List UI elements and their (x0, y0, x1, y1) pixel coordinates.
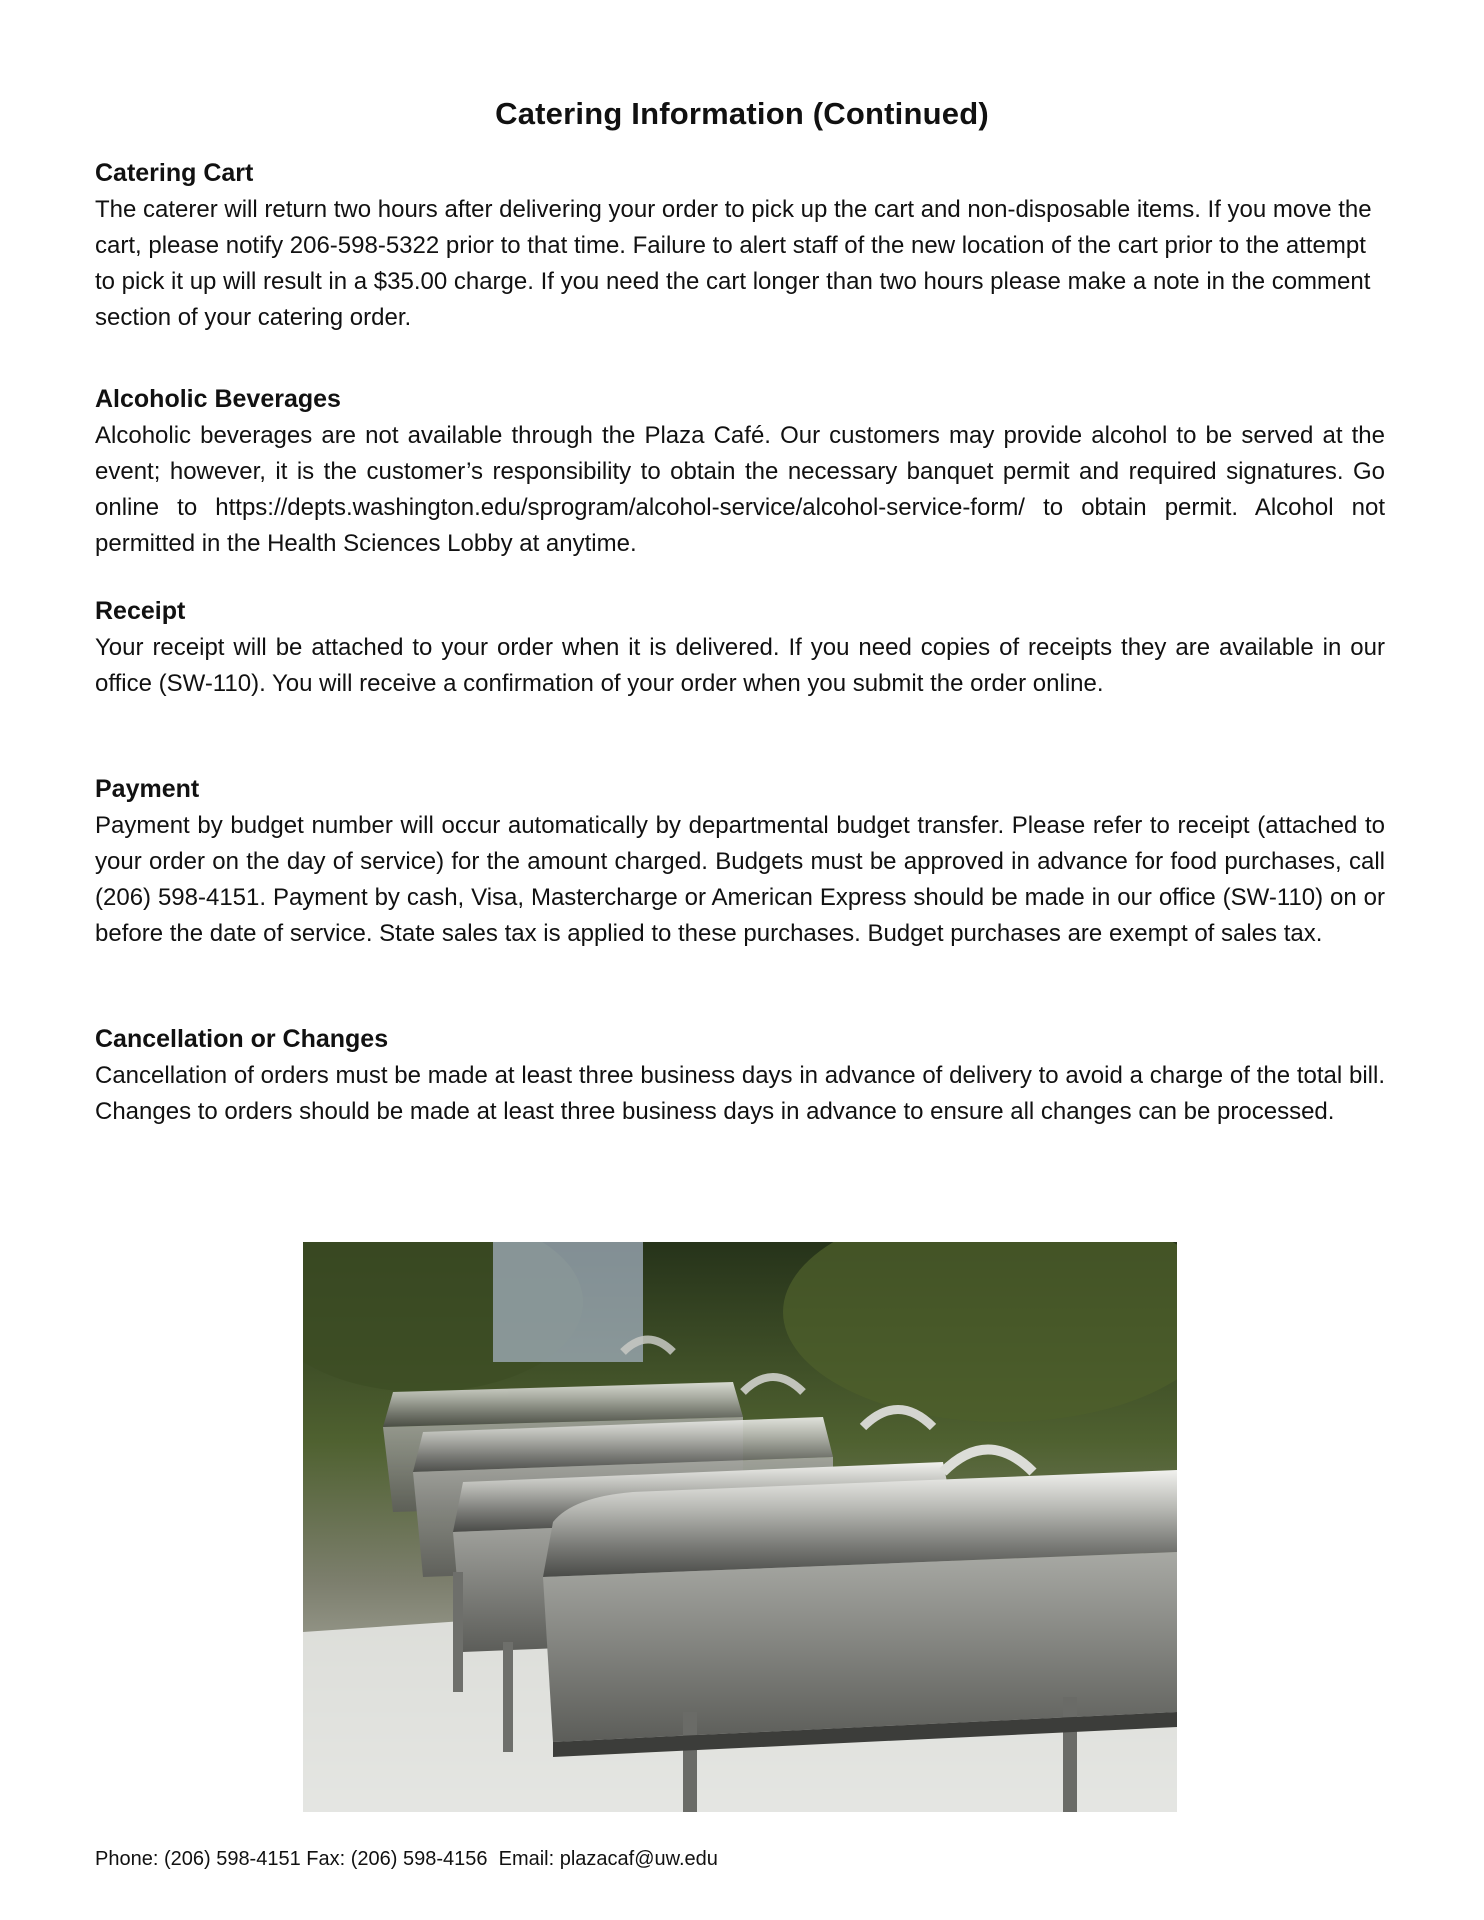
section-body-receipt: Your receipt will be attached to your order when it is delivered. If you need copies of receipts they are available in our office (SW-110). You will receive a confirmation of your order when you submit the order online. (95, 634, 1385, 697)
section-cancellation-changes (95, 1022, 1385, 1130)
chafing-dishes-illustration (303, 1242, 1177, 1812)
section-heading-receipt: Receipt (95, 597, 186, 625)
section-heading-catering-cart: Catering Cart (95, 159, 254, 187)
chafing-dishes-photo (303, 1242, 1177, 1812)
section-body-alcoholic-beverages: Alcoholic beverages are not available through the Plaza Café. Our customers may provide alcohol to be served at the event; however, it is the customer’s responsibility to obtain the necessary banquet permit and required signatures. Go online to https://depts.washington.edu/sprogram/alcohol-service/alcohol-service-form/ to obtain permit. Alcohol not permitted in the Health Sciences Lobby at anytime. (95, 422, 1385, 557)
section-heading-cancellation-changes: Cancellation or Changes (95, 1025, 389, 1053)
section-body-payment: Payment by budget number will occur automatically by departmental budget transfer. Please refer to receipt (attached to your order on the day of service) for the amount charged. Budgets must be approved in advance for food purchases, call (206) 598-4151. Payment by cash, Visa, Mastercharge or American Express should be made in our office (SW-110) on or before the date of service. State sales tax is applied to these purchases. Budget purchases are exempt of sales tax. (95, 812, 1385, 947)
section-catering-cart (95, 156, 1385, 336)
section-body-catering-cart: The caterer will return two hours after delivering your order to pick up the cart and non-disposable items. If you move the cart, please notify 206-598-5322 prior to that time. Failure to alert staff of the new location of the cart prior to the attempt to pick it up will result in a $35.00 charge. If you need the cart longer than two hours please make a note in the comment section of your catering order. (95, 196, 1372, 331)
section-alcoholic-beverages (95, 382, 1385, 562)
footer-contact: Phone: (206) 598-4151 Fax: (206) 598-4156 Email: plazacaf@uw.edu (95, 1848, 718, 1870)
page-title: Catering Information (Continued) (495, 96, 989, 131)
section-receipt (95, 594, 1385, 702)
section-payment (95, 772, 1385, 952)
section-heading-payment: Payment (95, 775, 200, 803)
section-heading-alcoholic-beverages: Alcoholic Beverages (95, 385, 341, 413)
section-body-cancellation-changes: Cancellation of orders must be made at least three business days in advance of delivery to avoid a charge of the total bill. Changes to orders should be made at least three business days in advance to ensure all changes can be processed. (95, 1062, 1385, 1125)
